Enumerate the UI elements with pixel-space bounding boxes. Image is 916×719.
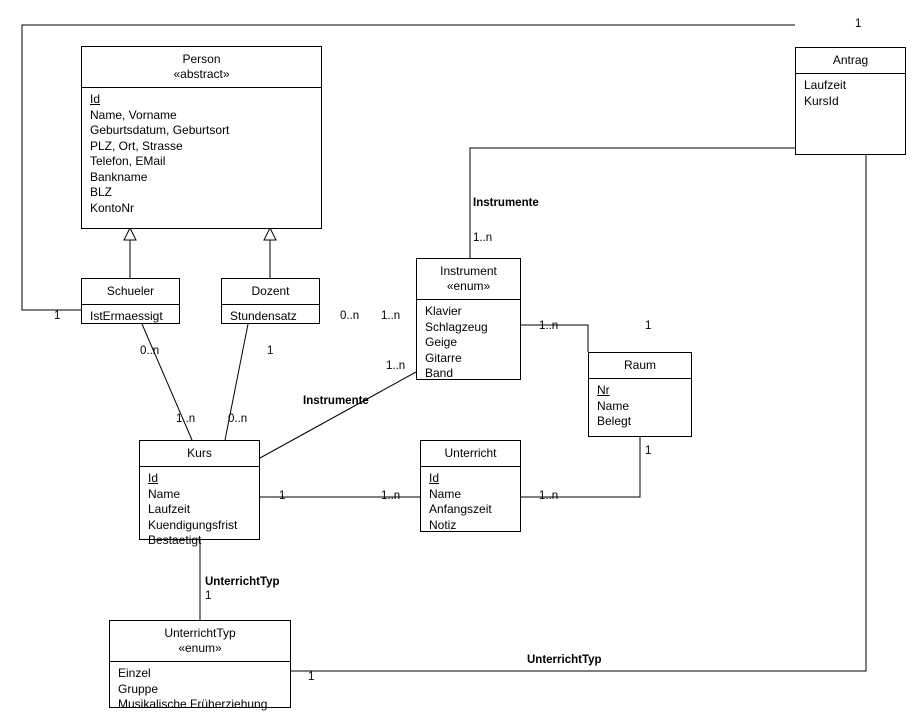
attribute: Gitarre [425, 350, 462, 365]
multiplicity-label: 1 [267, 345, 274, 357]
attribute: Telefon, EMail [90, 154, 166, 168]
class-schueler-header [82, 279, 179, 304]
class-antrag-header [796, 48, 905, 73]
class-person-stereotype: «abstract» [173, 67, 230, 81]
multiplicity-label: 1..n [381, 310, 401, 322]
association-label: UnterrichtTyp [205, 576, 280, 588]
attribute: Klavier [425, 304, 462, 318]
class-antrag-attributes [796, 74, 905, 114]
multiplicity-label: 1 [205, 590, 212, 602]
attribute: Kuendigungsfrist [148, 517, 238, 532]
edge-unterricht-raum [521, 437, 640, 497]
association-label: Instrumente [473, 197, 539, 209]
association-label: Instrumente [303, 395, 369, 407]
multiplicity-label: 1..n [176, 413, 196, 425]
attribute: Schlagzeug [425, 319, 488, 334]
attribute: Anfangszeit [429, 502, 492, 516]
class-antrag[interactable] [795, 47, 906, 155]
class-person-name: Person [182, 52, 221, 66]
multiplicity-label: 1 [645, 320, 652, 332]
attribute: KontoNr [90, 200, 135, 215]
class-unterrichttyp-name: UnterrichtTyp [164, 626, 236, 640]
attribute: Bankname [90, 169, 148, 184]
class-dozent[interactable] [221, 278, 320, 324]
attribute: Bestaetigt [148, 533, 202, 547]
edge-kurs-instrument [260, 372, 416, 458]
class-kurs-name: Kurs [187, 446, 212, 460]
class-schueler-name: Schueler [106, 284, 155, 298]
attribute: Notiz [429, 517, 457, 532]
attribute: BLZ [90, 185, 113, 199]
attribute: Laufzeit [148, 502, 191, 516]
class-kurs[interactable] [139, 440, 260, 547]
attribute: Einzel [118, 666, 151, 680]
class-person[interactable] [81, 46, 322, 229]
class-kurs-header [140, 441, 259, 466]
class-unterrichttyp-stereotype: «enum» [178, 641, 222, 655]
class-instrument-attributes [417, 300, 520, 387]
attribute: Geige [425, 335, 458, 349]
edge-unterrichttyp-antrag [291, 155, 866, 671]
class-schueler[interactable] [81, 278, 180, 324]
class-dozent-header [222, 279, 319, 304]
class-antrag-name: Antrag [832, 53, 869, 67]
attribute: Id [148, 471, 159, 485]
association-label: UnterrichtTyp [527, 654, 602, 666]
attribute: Gruppe [118, 681, 159, 696]
multiplicity-label: 1 [645, 445, 652, 457]
multiplicity-label: 1..n [386, 360, 406, 372]
class-unterricht-attributes [421, 467, 520, 538]
class-unterricht-name: Unterricht [444, 446, 497, 460]
class-unterrichttyp-attributes [110, 662, 290, 718]
multiplicity-label: 1..n [539, 490, 559, 502]
attribute: Name [429, 486, 462, 501]
attribute: Musikalische Früherziehung [118, 697, 268, 711]
attribute: Name [148, 486, 181, 501]
class-dozent-name: Dozent [251, 284, 290, 298]
multiplicity-label: 0..n [228, 413, 248, 425]
class-person-header [82, 47, 321, 87]
class-unterrichttyp[interactable] [109, 620, 291, 711]
multiplicity-label: 0..n [140, 345, 160, 357]
class-raum-name: Raum [623, 358, 656, 372]
class-kurs-attributes [140, 467, 259, 554]
multiplicity-label: 1..n [473, 232, 493, 244]
class-instrument-name: Instrument [440, 264, 497, 278]
multiplicity-label: 1 [855, 18, 862, 30]
attribute: Name, Vorname [90, 107, 177, 122]
multiplicity-label: 1 [308, 671, 315, 683]
multiplicity-label: 1 [54, 310, 61, 322]
arrow-generalization-dozent [264, 228, 276, 240]
multiplicity-label: 1 [279, 490, 286, 502]
attribute: Name [597, 398, 630, 413]
class-dozent-attributes [222, 305, 319, 330]
multiplicity-label: 1..n [539, 320, 559, 332]
attribute: KursId [804, 93, 839, 108]
multiplicity-label: 0..n [340, 310, 360, 322]
class-raum-header [589, 353, 691, 378]
arrow-generalization-schueler [124, 228, 136, 240]
class-schueler-attributes [82, 305, 179, 330]
attribute: Id [90, 92, 101, 106]
attribute: Belegt [597, 414, 632, 428]
class-unterricht[interactable] [420, 440, 521, 532]
attribute: Id [429, 471, 440, 485]
class-instrument-header [417, 259, 520, 299]
attribute: Stundensatz [230, 309, 297, 323]
multiplicity-label: 1..n [381, 490, 401, 502]
class-person-attributes [82, 88, 321, 221]
attribute: IstErmaessigt [90, 309, 163, 323]
attribute: Geburtsdatum, Geburtsort [90, 123, 230, 137]
attribute: Band [425, 366, 454, 380]
class-unterricht-header [421, 441, 520, 466]
class-raum[interactable] [588, 352, 692, 437]
class-raum-attributes [589, 379, 691, 435]
class-instrument[interactable] [416, 258, 521, 380]
class-unterrichttyp-header [110, 621, 290, 661]
class-instrument-stereotype: «enum» [446, 279, 491, 293]
attribute: PLZ, Ort, Strasse [90, 138, 183, 153]
attribute: Nr [597, 383, 610, 397]
attribute: Laufzeit [804, 78, 847, 92]
